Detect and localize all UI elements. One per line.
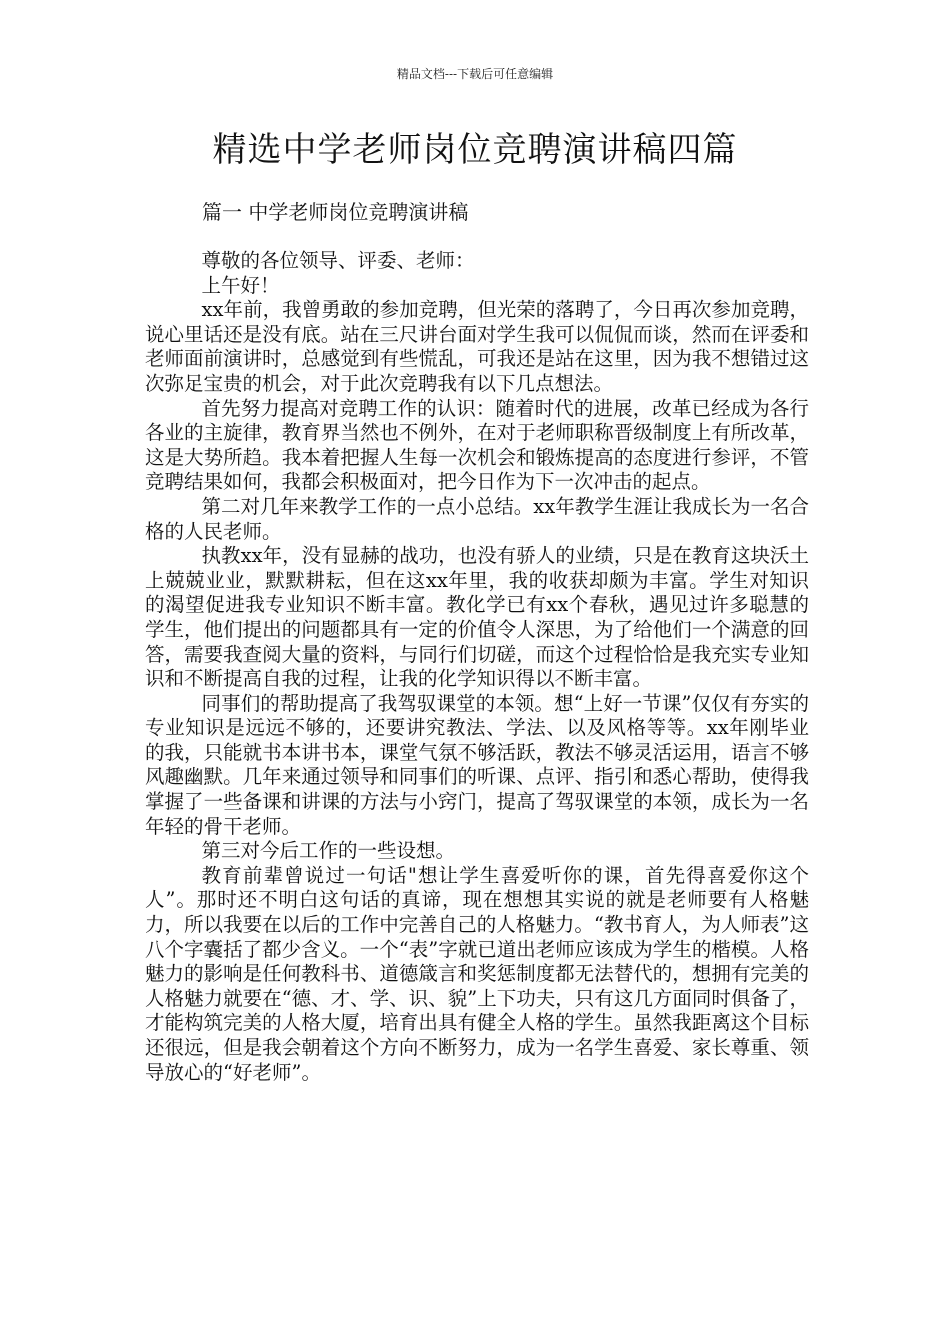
body-paragraph: 同事们的帮助提高了我驾驭课堂的本领。想“上好一节课”仅仅有夯实的专业知识是远远不够的，还要讲究教法、学法、以及风格等等。xx年刚毕业的我，只能就书本讲书本，课堂气氛不够活跃，教法不够灵活运用，语言不够风趣幽默。几年来通过领导和同事们的听课、点评、指引和悉心帮助，使得我掌握了一些备课和讲课的方法与小窍门，提高了驾驭课堂的本领，成长为一名年轻的骨干老师。 <box>145 691 809 838</box>
body-paragraph: 首先努力提高对竞聘工作的认识：随着时代的进展，改革已经成为各行各业的主旋律，教育界当然也不例外，在对于老师职称晋级制度上有所改革，这是大势所趋。我本着把握人生每一次机会和锻炼提高的态度进行参评，不管竞聘结果如何，我都会积极面对，把今日作为下一次冲击的起点。 <box>145 396 809 494</box>
section-heading: 篇一 中学老师岗位竞聘演讲稿 <box>202 200 469 224</box>
body-paragraph: 教育前辈曾说过一句话"想让学生喜爱听你的课，首先得喜爱你这个人”。那时还不明白这句话的真谛，现在想想其实说的就是老师要有人格魅力，所以我要在以后的工作中完善自己的人格魅力。“教书育人，为人师表”这八个字囊括了都少含义。一个“表”字就已道出老师应该成为学生的楷模。人格魅力的影响是任何教科书、道德箴言和奖惩制度都无法替代的，想拥有完美的人格魅力就要在“德、才、学、识、貌”上下功夫，只有这几方面同时俱备了，才能构筑完美的人格大厦，培育出具有健全人格的学生。虽然我距离这个目标还很远，但是我会朝着这个方向不断努力，成为一名学生喜爱、家长尊重、领导放心的“好老师”。 <box>145 863 809 1084</box>
header-note: 精品文档---下载后可任意编辑 <box>396 67 554 81</box>
body-paragraph: 第三对今后工作的一些设想。 <box>201 839 456 863</box>
document-title: 精选中学老师岗位竞聘演讲稿四篇 <box>212 130 738 170</box>
body-paragraph: 执教xx年，没有显赫的战功，也没有骄人的业绩，只是在教育这块沃土上兢兢业业，默默耕耘，但在这xx年里，我的收获却颇为丰富。学生对知识的渴望促进我专业知识不断丰富。教化学已有xx个春秋，遇见过许多聪慧的学生，他们提出的问题都具有一定的价值令人深思，为了给他们一个满意的回答，需要我查阅大量的资料，与同行们切磋，而这个过程恰恰是我充实专业知识和不断提高自我的过程，让我的化学知识得以不断丰富。 <box>145 544 809 691</box>
body-paragraph: xx年前，我曾勇敢的参加竞聘，但光荣的落聘了，今日再次参加竞聘，说心里话还是没有底。站在三尺讲台面对学生我可以侃侃而谈，然而在评委和老师面前演讲时，总感觉到有些慌乱，可我还是站在这里，因为我不想错过这次弥足宝贵的机会，对于此次竞聘我有以下几点想法。 <box>145 298 809 395</box>
body-paragraph: 第二对几年来教学工作的一点小总结。xx年教学生涯让我成长为一名合格的人民老师。 <box>145 494 809 543</box>
document-body <box>145 249 809 1085</box>
greeting: 上午好！ <box>201 273 280 297</box>
salutation: 尊敬的各位领导、评委、老师： <box>201 249 475 272</box>
